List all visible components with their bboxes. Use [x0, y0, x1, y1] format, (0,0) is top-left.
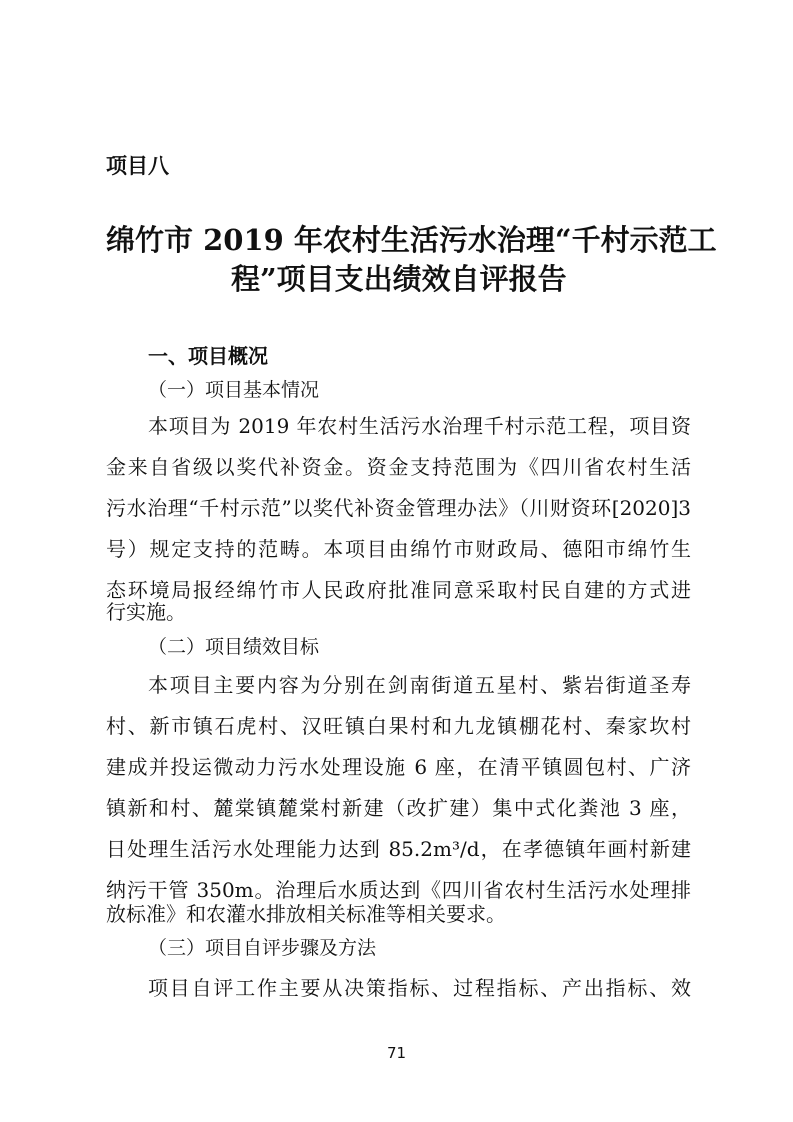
paragraph-line: 污水治理“千村示范”以奖代补资金管理办法》（川财资环[2020]3 [106, 496, 691, 520]
paragraph-line: 村、新市镇石虎村、汉旺镇白果村和九龙镇棚花村、秦家坎村 [106, 714, 691, 738]
paragraph-line: 镇新和村、麓棠镇麓棠村新建（改扩建）集中式化粪池 3 座， [106, 796, 691, 820]
section-heading-overview: 一、项目概况 [148, 344, 268, 368]
subsection-heading-performance-goals: （二）项目绩效目标 [148, 636, 320, 658]
subsection-heading-basic-info: （一）项目基本情况 [148, 379, 320, 401]
paragraph-line: 本项目为 2019 年农村生活污水治理千村示范工程，项目资 [148, 414, 691, 438]
subsection-heading-steps-methods: （三）项目自评步骤及方法 [148, 937, 377, 959]
paragraph-line: 日处理生活污水处理能力达到 85.2m³/d，在孝德镇年画村新建 [106, 837, 691, 861]
paragraph-line: 行实施。 [106, 600, 186, 624]
paragraph-line: 放标准》和农灌水排放相关标准等相关要求。 [106, 902, 506, 926]
report-title-line-1: 绵竹市 2019 年农村生活污水治理“千村示范工 [106, 223, 717, 257]
report-title-line-2: 程”项目支出绩效自评报告 [231, 262, 567, 296]
paragraph-line: 项目自评工作主要从决策指标、过程指标、产出指标、效 [148, 976, 691, 1000]
paragraph-line: 态环境局报经绵竹市人民政府批准同意采取村民自建的方式进 [106, 578, 691, 602]
paragraph-line: 号）规定支持的范畴。本项目由绵竹市财政局、德阳市绵竹生 [106, 537, 691, 561]
paragraph-line: 纳污干管 350m。治理后水质达到《四川省农村生活污水处理排 [106, 878, 691, 902]
paragraph-line: 建成并投运微动力污水处理设施 6 座，在清平镇圆包村、广济 [106, 755, 691, 779]
project-label: 项目八 [106, 154, 169, 178]
page-number: 71 [386, 1044, 407, 1062]
paragraph-line: 本项目主要内容为分别在剑南街道五星村、紫岩街道圣寿 [148, 673, 691, 697]
paragraph-line: 金来自省级以奖代补资金。资金支持范围为《四川省农村生活 [106, 455, 691, 479]
